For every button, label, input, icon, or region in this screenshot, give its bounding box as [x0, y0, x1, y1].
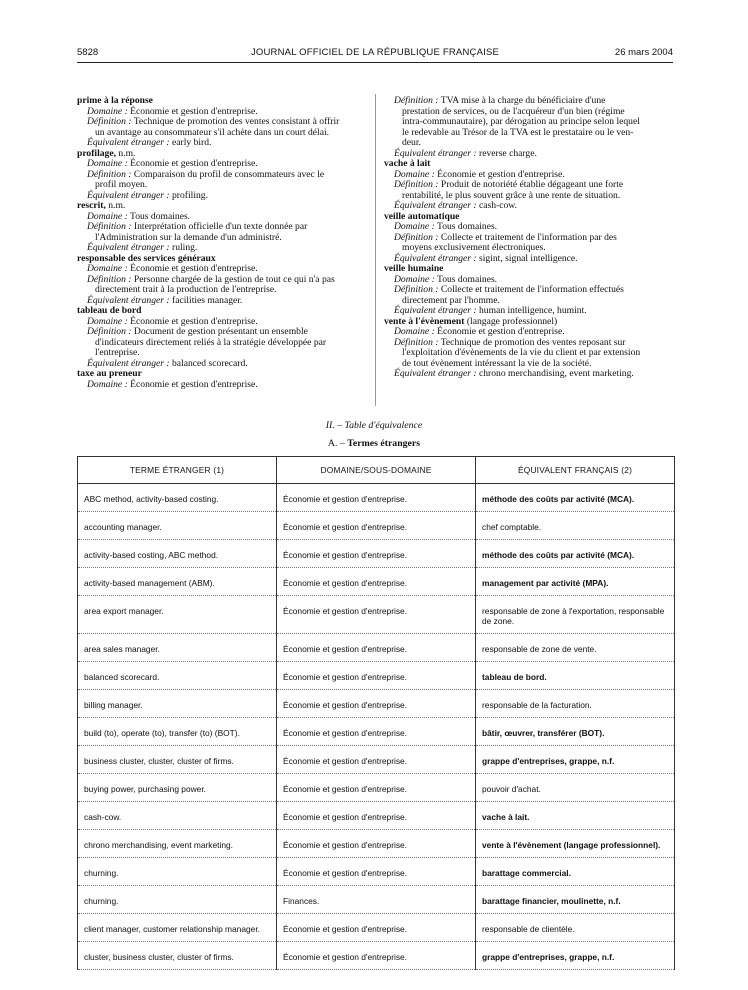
- definition-text: deur.: [402, 137, 421, 148]
- domain-cell: Économie et gestion d'entreprise.: [277, 718, 476, 746]
- definition-text: Technique de promotion des ventes reposant sur: [440, 336, 626, 348]
- domain-cell: Économie et gestion d'entreprise.: [277, 568, 476, 596]
- glossary-entry: [384, 317, 674, 380]
- definition-text: Interprétation officielle d'un texte donnée par: [133, 221, 308, 232]
- foreign-term-cell: client manager, customer relationship manager.: [78, 914, 277, 942]
- entry-term-text: vente à l'évènement: [384, 315, 465, 327]
- glossary-entry: [77, 369, 367, 390]
- domain-cell: Économie et gestion d'entreprise.: [277, 830, 476, 858]
- foreign-term-cell: activity-based costing, ABC method.: [78, 540, 277, 568]
- section-subheading: [0, 438, 748, 449]
- table-body: [78, 484, 675, 970]
- domain-value: Économie et gestion d'entreprise.: [437, 168, 565, 180]
- definition-text: un avantage au consommateur s'il achète dans un court délai.: [95, 126, 330, 138]
- table-row: [78, 512, 675, 540]
- domain-cell: Économie et gestion d'entreprise.: [277, 858, 476, 886]
- definition-text: intra-communautaire), par dérogation au principe selon lequel: [402, 116, 640, 127]
- domain-cell: Économie et gestion d'entreprise.: [277, 484, 476, 512]
- table-row: [78, 484, 675, 512]
- equivalent-label: Équivalent étranger :: [394, 200, 477, 211]
- table-row: [78, 774, 675, 802]
- glossary-entry: [77, 96, 367, 149]
- entry-term-text: taxe au preneur: [77, 368, 142, 379]
- definition-text: l'Administration sur la demande d'un administré.: [95, 231, 282, 243]
- table-row: [78, 746, 675, 774]
- equivalent-value: reverse charge.: [479, 147, 537, 159]
- definition-text: Collecte et traitement de l'information effectués: [440, 284, 624, 295]
- definition-text: directement trait à la production de l'entreprise.: [95, 284, 277, 295]
- domain-value: Économie et gestion d'entreprise.: [130, 105, 258, 117]
- subheading-prefix: A. –: [327, 438, 345, 449]
- foreign-term-cell: activity-based management (ABM).: [78, 568, 277, 596]
- domain-cell: Économie et gestion d'entreprise.: [277, 634, 476, 662]
- domain-cell: Économie et gestion d'entreprise.: [277, 512, 476, 540]
- right-column: [384, 96, 674, 380]
- definition-text: Technique de promotion des ventes consistant à offrir: [133, 116, 340, 127]
- french-equivalent-cell: barattage commercial.: [476, 858, 675, 886]
- french-equivalent-cell: chef comptable.: [476, 512, 675, 540]
- french-equivalent-cell: vache à lait.: [476, 802, 675, 830]
- definition-label: Définition :: [394, 179, 439, 190]
- subheading-text: Termes étrangers: [347, 438, 421, 449]
- definition-label: Définition :: [394, 336, 439, 348]
- table-row: [78, 690, 675, 718]
- domain-value: Économie et gestion d'entreprise.: [130, 378, 258, 390]
- domain-cell: Économie et gestion d'entreprise.: [277, 540, 476, 568]
- table-row: [78, 662, 675, 690]
- section-heading-text: II. – Table d'équivalence: [325, 420, 423, 431]
- entry-term-text: tableau de bord: [77, 305, 142, 316]
- domain-cell: Économie et gestion d'entreprise.: [277, 662, 476, 690]
- domain-value: Économie et gestion d'entreprise.: [130, 263, 258, 274]
- journal-title: JOURNAL OFFICIEL DE LA RÉPUBLIQUE FRANÇAISE: [250, 47, 500, 58]
- domain-value: Tous domaines.: [437, 221, 498, 232]
- foreign-term-cell: area export manager.: [78, 596, 277, 634]
- entry-term-suffix: (langage professionnel): [464, 315, 558, 327]
- definition-text: directement par l'homme.: [402, 294, 500, 306]
- definition-text: le redevable au Trésor de la TVA est le prestataire ou le ven-: [402, 126, 634, 138]
- definition-text: rentabilité, le plus souvent grâce à une rente de situation.: [402, 189, 621, 201]
- continuation-equivalent: [394, 149, 674, 160]
- equivalent-value: profiling.: [172, 189, 208, 201]
- left-column: [77, 96, 367, 390]
- equivalent-label: Équivalent étranger :: [87, 137, 170, 148]
- domain-cell: Économie et gestion d'entreprise.: [277, 774, 476, 802]
- section-heading: [0, 420, 748, 431]
- equivalent-value: balanced scorecard.: [172, 357, 248, 369]
- column-divider: [375, 94, 376, 406]
- equivalent-label: Équivalent étranger :: [394, 305, 477, 316]
- entry-term-text: vache à lait: [384, 158, 431, 169]
- equivalent-value: facilities manager.: [172, 294, 243, 306]
- french-equivalent-cell: pouvoir d'achat.: [476, 774, 675, 802]
- foreign-term-cell: area sales manager.: [78, 634, 277, 662]
- table-row: [78, 568, 675, 596]
- definition-text: prestation de services, ou de l'acquéreur d'un bien (régime: [402, 105, 625, 117]
- foreign-term-cell: buying power, purchasing power.: [78, 774, 277, 802]
- table-row: [78, 802, 675, 830]
- glossary-entry: [77, 306, 367, 369]
- equivalent-value: chrono merchandising, event marketing.: [479, 368, 634, 379]
- french-equivalent-cell: responsable de zone à l'exportation, responsable de zone.: [476, 596, 675, 634]
- french-equivalent-cell: grappe d'entreprises, grappe, n.f.: [476, 746, 675, 774]
- foreign-term-cell: churning.: [78, 858, 277, 886]
- header-domain: DOMAINE/SOUS-DOMAINE: [277, 457, 476, 484]
- french-equivalent-cell: méthode des coûts par activité (MCA).: [476, 484, 675, 512]
- foreign-term-cell: business cluster, cluster, cluster of firms.: [78, 746, 277, 774]
- domain-label: Domaine :: [87, 105, 128, 117]
- domain-value: Tous domaines.: [437, 273, 498, 285]
- glossary-entry: [384, 264, 674, 317]
- table-row: [78, 540, 675, 568]
- definition-text: moyens exclusivement électroniques.: [402, 242, 546, 253]
- equivalent-label: Équivalent étranger :: [87, 189, 170, 201]
- table-row: [78, 886, 675, 914]
- equivalent-value: sigint, signal intelligence.: [479, 252, 578, 264]
- domain-cell: Économie et gestion d'entreprise.: [277, 690, 476, 718]
- foreign-term-cell: accounting manager.: [78, 512, 277, 540]
- table-row: [78, 942, 675, 970]
- domain-cell: Économie et gestion d'entreprise.: [277, 914, 476, 942]
- continuation-definition-line: [402, 128, 674, 139]
- table-row: [78, 858, 675, 886]
- entry-equivalent: [87, 191, 367, 202]
- domain-cell: Économie et gestion d'entreprise.: [277, 802, 476, 830]
- glossary-entry: [77, 149, 367, 202]
- page-header: [77, 47, 673, 63]
- equivalence-table: [77, 456, 675, 970]
- definition-label: Définition :: [87, 273, 132, 285]
- domain-value: Tous domaines.: [130, 210, 191, 222]
- equivalent-label: Équivalent étranger :: [87, 294, 170, 306]
- domain-label: Domaine :: [87, 263, 128, 274]
- definition-text: Collecte et traitement de l'information par des: [440, 231, 617, 243]
- french-equivalent-cell: responsable de clientèle.: [476, 914, 675, 942]
- definition-text: TVA mise à la charge du bénéficiaire d'une: [440, 95, 606, 106]
- table-row: [78, 914, 675, 942]
- entry-term-text: veille automatique: [384, 210, 460, 222]
- definition-text: Personne chargée de la gestion de tout ce qui n'a pas: [133, 273, 335, 285]
- equivalent-label: Équivalent étranger :: [87, 357, 170, 369]
- definition-label: Définition :: [87, 221, 132, 232]
- table-row: [78, 596, 675, 634]
- french-equivalent-cell: responsable de zone de vente.: [476, 634, 675, 662]
- table-row: [78, 830, 675, 858]
- definition-label: Définition :: [87, 168, 132, 180]
- domain-cell: Économie et gestion d'entreprise.: [277, 596, 476, 634]
- glossary-entry: [77, 254, 367, 307]
- domain-label: Domaine :: [87, 210, 128, 222]
- equivalent-label: Équivalent étranger :: [394, 147, 477, 159]
- glossary-entry: [384, 159, 674, 212]
- entry-term-text: veille humaine: [384, 263, 444, 274]
- issue-date: 26 mars 2004: [614, 47, 673, 58]
- equivalent-label: Équivalent étranger :: [394, 252, 477, 264]
- entry-equivalent: [394, 369, 674, 380]
- domain-label: Domaine :: [87, 378, 128, 390]
- domain-value: Économie et gestion d'entreprise.: [130, 158, 258, 169]
- domain-label: Domaine :: [394, 273, 435, 285]
- equivalent-label: Équivalent étranger :: [394, 368, 477, 379]
- definition-label: Définition :: [394, 231, 439, 243]
- definition-label: Définition :: [394, 95, 439, 106]
- domain-label: Domaine :: [394, 326, 435, 337]
- equivalent-label: Équivalent étranger :: [87, 242, 170, 253]
- french-equivalent-cell: méthode des coûts par activité (MCA).: [476, 540, 675, 568]
- domain-cell: Économie et gestion d'entreprise.: [277, 942, 476, 970]
- table-header-row: [78, 457, 675, 484]
- equivalent-value: ruling.: [172, 242, 198, 253]
- french-equivalent-cell: vente à l'évènement (langage professionnel).: [476, 830, 675, 858]
- french-equivalent-cell: bâtir, œuvrer, transférer (BOT).: [476, 718, 675, 746]
- entry-term-suffix: n.m.: [116, 147, 136, 159]
- foreign-term-cell: cluster, business cluster, cluster of firms.: [78, 942, 277, 970]
- table-row: [78, 718, 675, 746]
- entry-term-suffix: n.m.: [105, 200, 126, 211]
- equivalent-value: human intelligence, humint.: [479, 305, 587, 316]
- header-rule: [77, 62, 673, 63]
- definition-text: Document de gestion présentant un ensemble: [133, 326, 308, 337]
- foreign-term-cell: build (to), operate (to), transfer (to) (BOT).: [78, 718, 277, 746]
- definition-text: de tout évènement intéressant la vie de la société.: [402, 357, 592, 369]
- definition-label: Définition :: [87, 116, 132, 127]
- glossary-entry: [77, 201, 367, 254]
- foreign-term-cell: cash-cow.: [78, 802, 277, 830]
- foreign-term-cell: balanced scorecard.: [78, 662, 277, 690]
- definition-text: d'indicateurs directement reliés à la stratégie développée par: [95, 336, 327, 348]
- french-equivalent-cell: responsable de la facturation.: [476, 690, 675, 718]
- foreign-term-cell: chrono merchandising, event marketing.: [78, 830, 277, 858]
- definition-text: profil moyen.: [95, 179, 148, 190]
- entry-term-text: profilage,: [77, 147, 116, 159]
- french-equivalent-cell: management par activité (MPA).: [476, 568, 675, 596]
- header-foreign-term: TERME ÉTRANGER (1): [78, 457, 277, 484]
- equivalent-value: cash-cow.: [479, 200, 517, 211]
- domain-label: Domaine :: [394, 168, 435, 180]
- definition-label: Définition :: [87, 326, 132, 337]
- table-row: [78, 634, 675, 662]
- header-french-equivalent: ÉQUIVALENT FRANÇAIS (2): [476, 457, 675, 484]
- definition-label: Définition :: [394, 284, 439, 295]
- page-number: 5828: [77, 47, 99, 58]
- equivalent-value: early bird.: [172, 137, 212, 148]
- glossary-entry: [384, 212, 674, 265]
- domain-label: Domaine :: [394, 221, 435, 232]
- definition-text: Comparaison du profil de consommateurs avec le: [133, 168, 325, 180]
- definition-text: l'entreprise.: [95, 347, 140, 358]
- definition-text: Produit de notoriété établie dégageant une forte: [440, 179, 624, 190]
- domain-label: Domaine :: [87, 315, 128, 327]
- french-equivalent-cell: barattage financier, moulinette, n.f.: [476, 886, 675, 914]
- foreign-term-cell: ABC method, activity-based costing.: [78, 484, 277, 512]
- domain-value: Économie et gestion d'entreprise.: [130, 315, 258, 327]
- french-equivalent-cell: grappe d'entreprises, grappe, n.f.: [476, 942, 675, 970]
- foreign-term-cell: churning.: [78, 886, 277, 914]
- entry-term-text: prime à la réponse: [77, 95, 153, 106]
- entry-term-text: responsable des services généraux: [77, 252, 216, 264]
- domain-cell: Économie et gestion d'entreprise.: [277, 746, 476, 774]
- domain-cell: Finances.: [277, 886, 476, 914]
- french-equivalent-cell: tableau de bord.: [476, 662, 675, 690]
- foreign-term-cell: billing manager.: [78, 690, 277, 718]
- domain-label: Domaine :: [87, 158, 128, 169]
- entry-term-text: rescrit,: [77, 200, 106, 211]
- domain-value: Économie et gestion d'entreprise.: [437, 326, 565, 337]
- definition-text: l'exploitation d'évènements de la vie du client et par extension: [402, 347, 641, 358]
- entry-domain: [87, 380, 367, 391]
